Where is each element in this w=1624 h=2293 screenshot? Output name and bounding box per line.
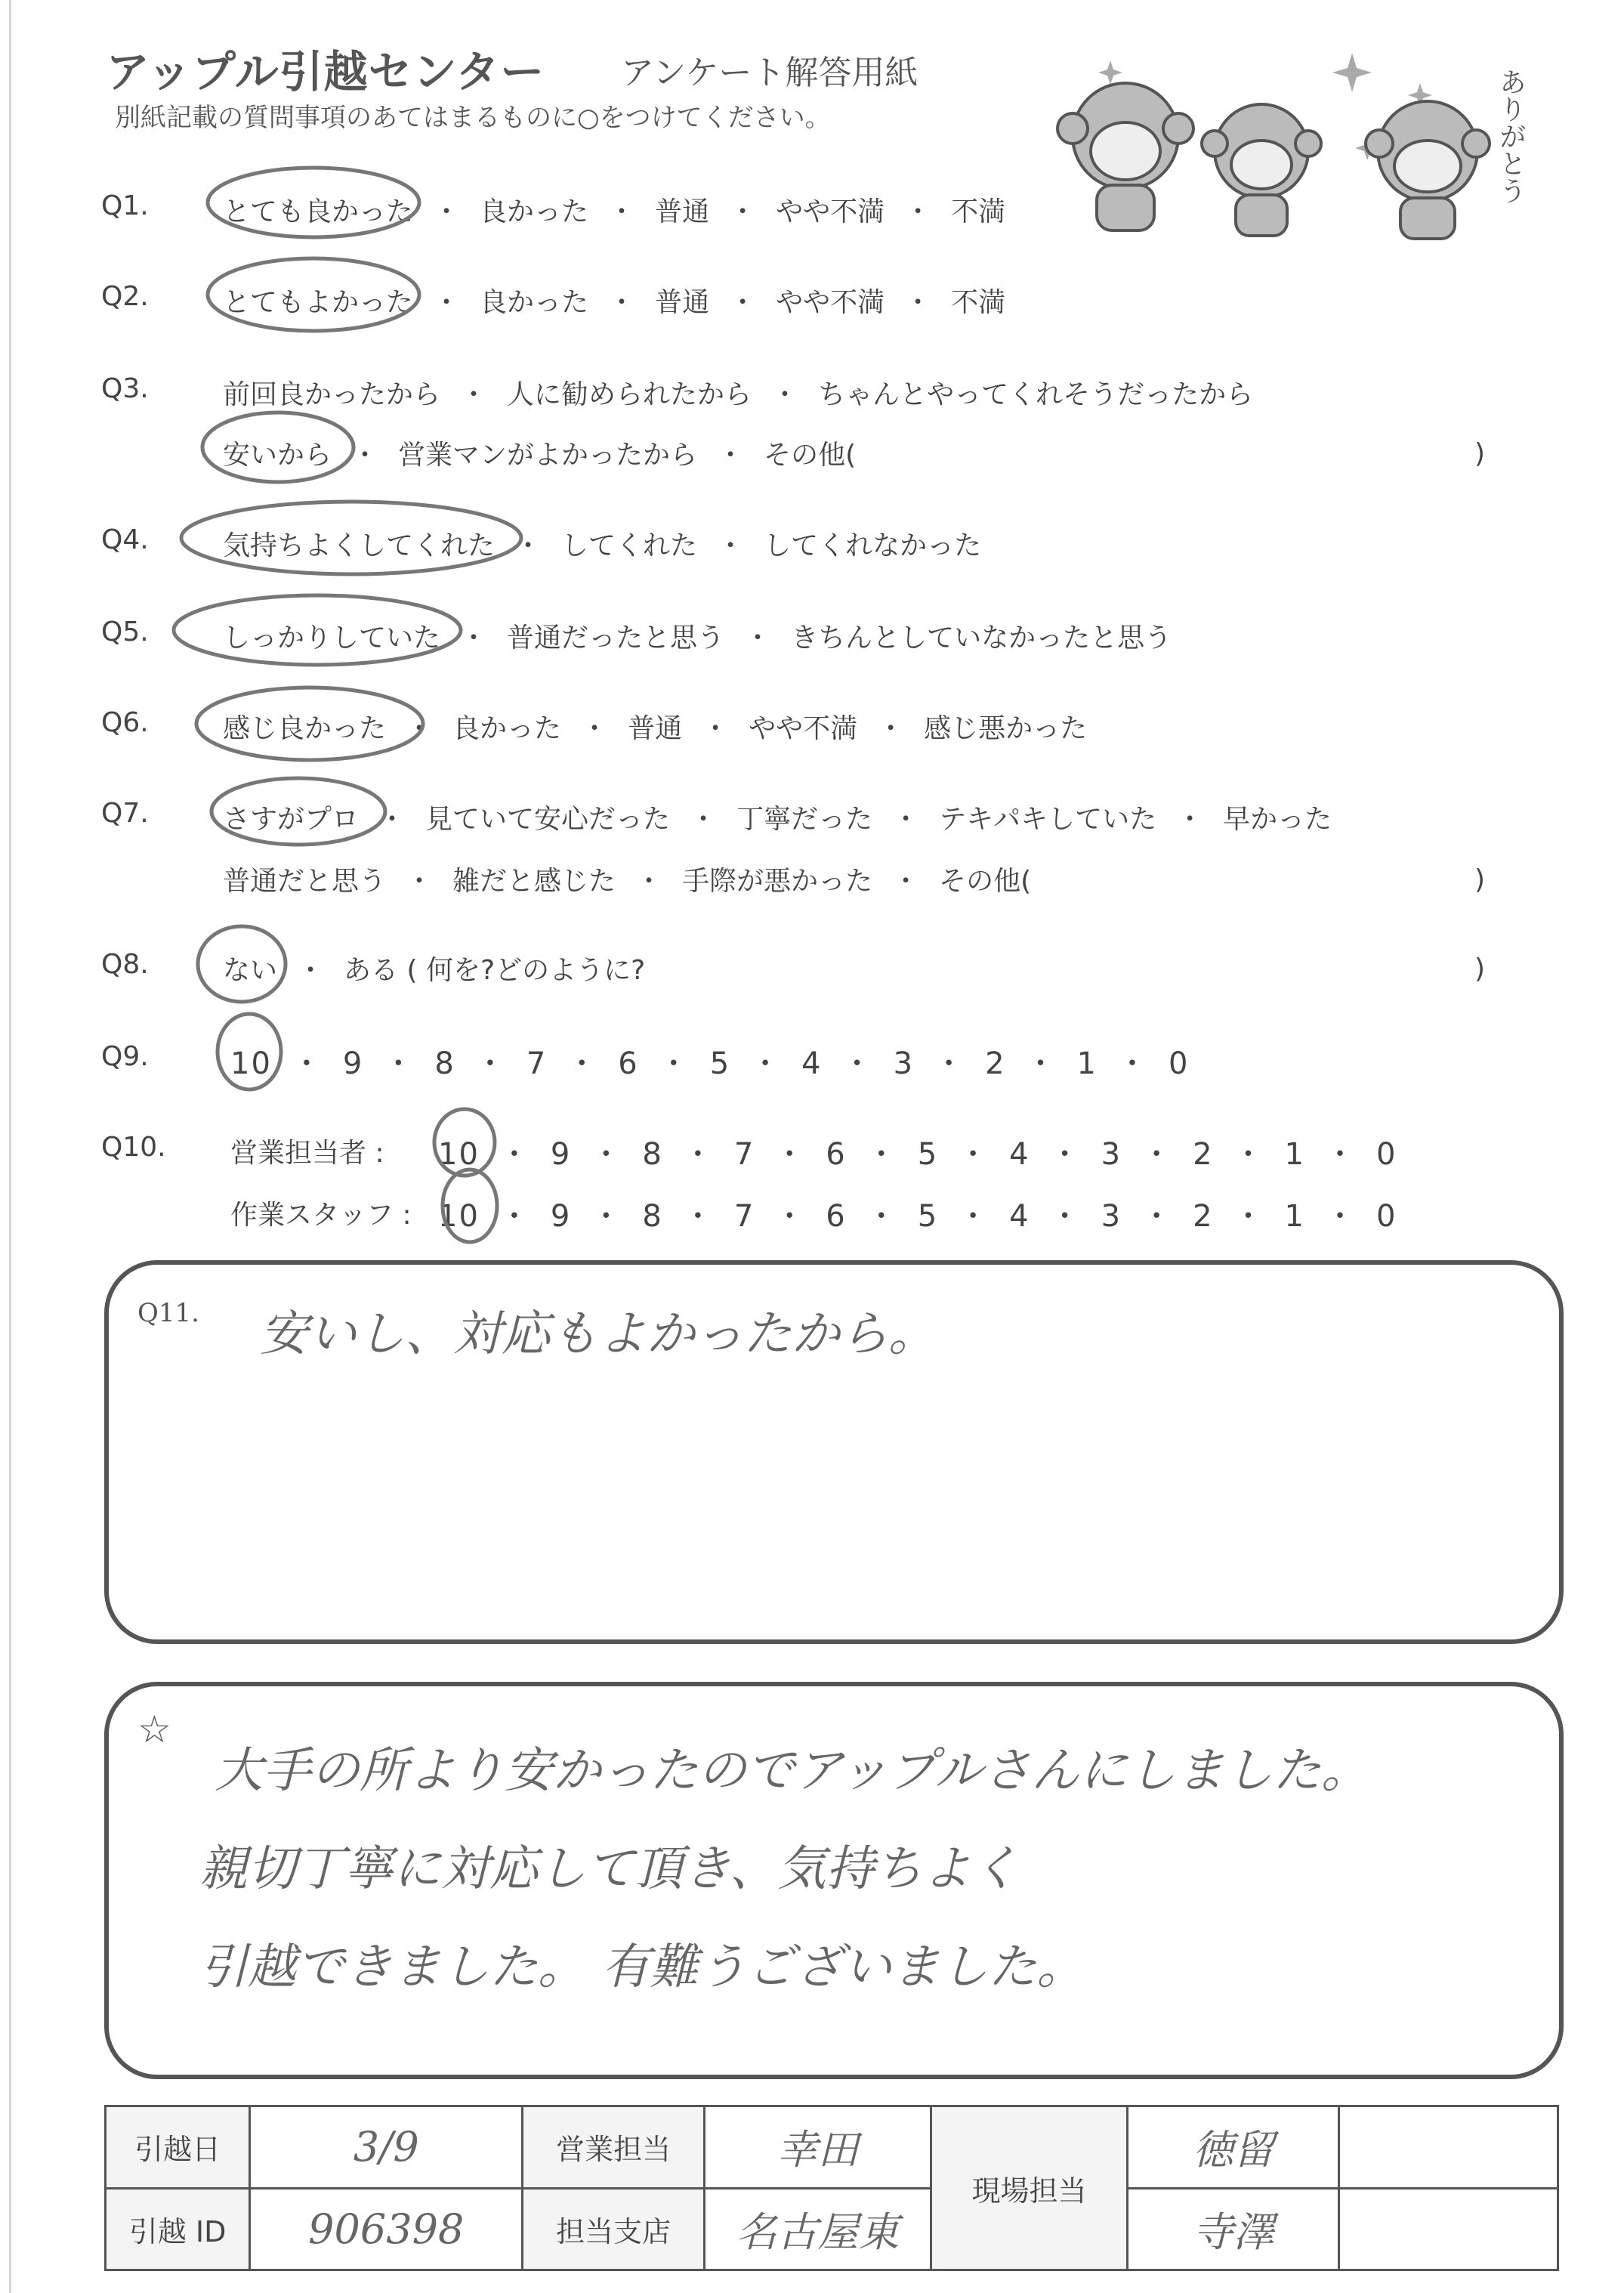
move-id-value[interactable]: 906398 — [250, 2188, 523, 2270]
q3-option[interactable]: 営業マンがよかったから — [398, 440, 698, 471]
q2-label: Q2. — [101, 281, 149, 312]
q9-score[interactable]: 2 — [985, 1046, 1006, 1081]
q5-option[interactable]: きちんとしていなかったと思う — [791, 623, 1172, 654]
q5-options: しっかりしていた ・ 普通だったと思う ・ きちんとしていなかったと思う — [223, 623, 1172, 654]
q10-sales-score[interactable]: 0 — [1375, 1137, 1397, 1172]
q3-option[interactable]: 人に勧められたから — [507, 379, 752, 410]
q10-staff-score[interactable]: 2 — [1193, 1199, 1214, 1234]
q3-option[interactable]: ちゃんとやってくれそうだったから — [818, 379, 1254, 410]
q6-option[interactable]: 普通 — [628, 713, 683, 744]
q2-option[interactable]: とてもよかった — [223, 287, 414, 318]
q3-options: 前回良かったから ・ 人に勧められたから ・ ちゃんとやってくれそうだったから — [223, 379, 1254, 410]
q5-label: Q5. — [101, 617, 149, 647]
q1-options: とても良かった ・ 良かった ・ 普通 ・ やや不満 ・ 不満 — [223, 196, 1006, 227]
q1-option[interactable]: 不満 — [951, 196, 1006, 227]
q7-label: Q7. — [101, 798, 149, 829]
q4-option[interactable]: してくれなかった — [764, 530, 982, 561]
q9-score[interactable]: 9 — [342, 1046, 364, 1081]
q10-sales-label: 営業担当者 : — [230, 1138, 384, 1169]
q10-staff-scale: 10 ・ 9 ・ 8 ・ 7 ・ 6 ・ 5 ・ 4 ・ 3 ・ 2 ・ 1 ・ 0 — [438, 1199, 1397, 1234]
q8-option[interactable]: ある ( 何を?どのように? — [344, 955, 646, 986]
q7-option[interactable]: その他( — [939, 866, 1032, 897]
q1-option[interactable]: とても良かった — [223, 196, 414, 227]
q10-sales-score[interactable]: 10 — [438, 1137, 480, 1172]
q1-option[interactable]: やや不満 — [776, 196, 885, 227]
q10-staff-score[interactable]: 6 — [826, 1199, 847, 1234]
instruction-text: 別紙記載の質問事項のあてはまるものに○をつけてください。 — [115, 103, 831, 133]
q1-option[interactable]: 良かった — [480, 196, 589, 227]
q10-staff-score[interactable]: 5 — [917, 1199, 939, 1234]
site-staff-value[interactable]: 寺澤 — [1128, 2188, 1339, 2270]
q10-staff-label: 作業スタッフ : — [230, 1200, 412, 1231]
form-subtitle: アンケート解答用紙 — [621, 54, 919, 92]
q9-scale: 10 ・ 9 ・ 8 ・ 7 ・ 6 ・ 5 ・ 4 ・ 3 ・ 2 ・ 1 ・ 0 — [230, 1046, 1190, 1081]
q7-options: さすがプロ ・ 見ていて安心だった ・ 丁寧だった ・ テキパキしていた ・ 早かった — [223, 804, 1332, 835]
q4-option[interactable]: 気持ちよくしてくれた — [223, 530, 496, 561]
q10-staff-score[interactable]: 1 — [1284, 1199, 1305, 1234]
q5-option[interactable]: しっかりしていた — [223, 623, 441, 654]
q7-option[interactable]: 丁寧だった — [736, 804, 873, 835]
q10-sales-scale: 10 ・ 9 ・ 8 ・ 7 ・ 6 ・ 5 ・ 4 ・ 3 ・ 2 ・ 1 ・ 0 — [438, 1137, 1397, 1172]
comment-box[interactable] — [104, 1682, 1564, 2079]
move-date-value[interactable]: 3/9 — [250, 2106, 523, 2189]
q10-staff-score[interactable]: 3 — [1101, 1199, 1122, 1234]
q10-staff-score[interactable]: 0 — [1375, 1199, 1397, 1234]
sales-label: 営業担当 — [523, 2106, 705, 2189]
q10-sales-score[interactable]: 3 — [1101, 1137, 1122, 1172]
q3-option[interactable]: 安いから — [223, 440, 332, 471]
q2-options: とてもよかった ・ 良かった ・ 普通 ・ やや不満 ・ 不満 — [223, 287, 1006, 318]
q2-option[interactable]: 良かった — [480, 287, 589, 318]
q2-option[interactable]: やや不満 — [776, 287, 885, 318]
q10-staff-score[interactable]: 8 — [642, 1199, 663, 1234]
q6-option[interactable]: やや不満 — [749, 713, 858, 744]
q10-staff-score[interactable]: 7 — [733, 1199, 755, 1234]
q8-option[interactable]: ない — [223, 955, 278, 986]
site-staff-value[interactable]: 徳留 — [1128, 2106, 1339, 2189]
q10-sales-score[interactable]: 6 — [826, 1137, 847, 1172]
move-date-label: 引越日 — [106, 2106, 250, 2189]
empty-cell — [1339, 2106, 1558, 2189]
q3-close-paren: ) — [1474, 438, 1486, 469]
q10-staff-score[interactable]: 4 — [1009, 1199, 1030, 1234]
q2-option[interactable]: 普通 — [655, 287, 710, 318]
q10-staff-score[interactable]: 10 — [438, 1199, 480, 1234]
q6-option[interactable]: 感じ良かった — [223, 713, 387, 744]
footer-table — [104, 2105, 1559, 2271]
q8-options: ない ・ ある ( 何を?どのように? — [223, 955, 646, 986]
q7-option[interactable]: 手際が悪かった — [682, 866, 873, 897]
site-label: 現場担当 — [931, 2106, 1127, 2270]
q8-close-paren: ) — [1474, 953, 1486, 984]
q9-score[interactable]: 10 — [230, 1046, 272, 1081]
empty-cell — [1339, 2188, 1558, 2270]
q9-score[interactable]: 0 — [1168, 1046, 1190, 1081]
q4-label: Q4. — [101, 524, 149, 555]
q10-sales-score[interactable]: 8 — [642, 1137, 663, 1172]
q6-label: Q6. — [101, 707, 149, 738]
q6-option[interactable]: 良かった — [452, 713, 562, 744]
q2-option[interactable]: 不満 — [951, 287, 1006, 318]
q4-options: 気持ちよくしてくれた ・ してくれた ・ してくれなかった — [223, 530, 982, 561]
scan-edge — [9, 0, 11, 2293]
q3-label: Q3. — [101, 373, 149, 404]
q9-score[interactable]: 4 — [801, 1046, 823, 1081]
q8-label: Q8. — [101, 949, 149, 980]
q1-option[interactable]: 普通 — [655, 196, 710, 227]
q9-score[interactable]: 6 — [618, 1046, 639, 1081]
q10-sales-score[interactable]: 5 — [917, 1137, 939, 1172]
q11-handwritten-answer: 安いし、対応もよかったから。 — [260, 1306, 937, 1362]
q7-option[interactable]: 雑だと感じた — [452, 866, 616, 897]
q10-sales-score[interactable]: 4 — [1009, 1137, 1030, 1172]
q9-label: Q9. — [101, 1041, 149, 1072]
q7-option[interactable]: 見ていて安心だった — [425, 804, 671, 835]
sales-value[interactable]: 幸田 — [704, 2106, 931, 2189]
branch-value[interactable]: 名古屋東 — [704, 2188, 931, 2270]
mascot-thanks-text: ありがとう — [1495, 68, 1527, 204]
q10-sales-score[interactable]: 1 — [1284, 1137, 1305, 1172]
q7-option[interactable]: さすがプロ — [223, 804, 360, 835]
q9-score[interactable]: 5 — [709, 1046, 731, 1081]
move-id-label: 引越 ID — [106, 2188, 250, 2270]
q11-answer-box[interactable] — [104, 1260, 1564, 1644]
q5-option[interactable]: 普通だったと思う — [507, 623, 725, 654]
star-icon: ☆ — [137, 1707, 171, 1751]
q10-sales-score[interactable]: 2 — [1193, 1137, 1214, 1172]
q10-label: Q10. — [101, 1132, 166, 1163]
monkey-right-icon — [1366, 101, 1490, 239]
q6-option[interactable]: 感じ悪かった — [924, 713, 1088, 744]
monkey-middle-icon — [1202, 104, 1321, 236]
q7-option[interactable]: 普通だと思う — [223, 866, 387, 897]
q3-option[interactable]: 前回良かったから — [223, 379, 441, 410]
monkey-left-icon — [1057, 83, 1193, 230]
q9-score[interactable]: 7 — [526, 1046, 548, 1081]
q7-option[interactable]: 早かった — [1223, 804, 1332, 835]
branch-label: 担当支店 — [523, 2188, 705, 2270]
q10-sales-score[interactable]: 7 — [733, 1137, 755, 1172]
q10-sales-score[interactable]: 9 — [550, 1137, 572, 1172]
q9-score[interactable]: 3 — [893, 1046, 915, 1081]
comment-line: 大手の所より安かったのでアップルさんにしました。 — [215, 1743, 1369, 1799]
q6-options: 感じ良かった ・ 良かった ・ 普通 ・ やや不満 ・ 感じ悪かった — [223, 713, 1088, 744]
q7-close-paren: ) — [1474, 864, 1486, 895]
comment-line: 引越できました。 有難うございました。 — [199, 1939, 1085, 1995]
q1-label: Q1. — [101, 190, 149, 221]
q7-option[interactable]: テキパキしていた — [939, 804, 1157, 835]
mascot-illustration — [1035, 38, 1548, 242]
q11-label: Q11. — [137, 1298, 199, 1328]
q10-staff-score[interactable]: 9 — [550, 1199, 572, 1234]
company-title: アップル引越センター — [106, 46, 545, 97]
q3-options-row2: 安いから ・ 営業マンがよかったから ・ その他( — [223, 440, 857, 471]
q9-score[interactable]: 8 — [434, 1046, 455, 1081]
q7-options-row2: 普通だと思う ・ 雑だと感じた ・ 手際が悪かった ・ その他( — [223, 866, 1032, 897]
q3-option[interactable]: その他( — [764, 440, 857, 471]
q4-option[interactable]: してくれた — [561, 530, 698, 561]
comment-line: 親切丁寧に対応して頂き、気持ちよく — [199, 1841, 1020, 1897]
q9-score[interactable]: 1 — [1076, 1046, 1098, 1081]
